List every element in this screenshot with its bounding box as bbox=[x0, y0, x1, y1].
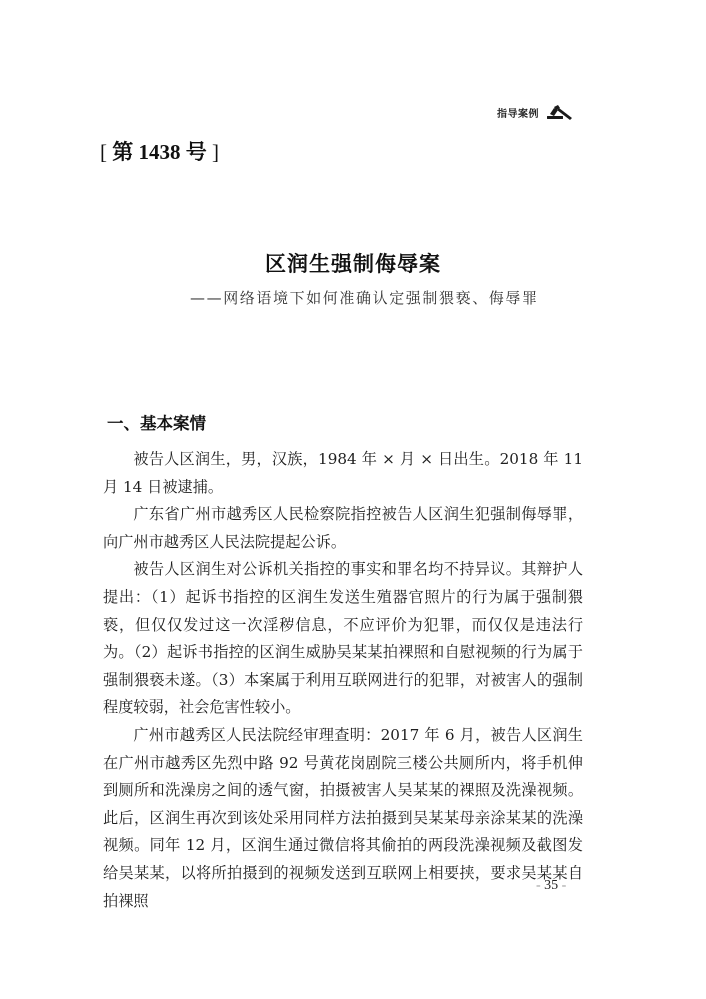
body-text bbox=[103, 446, 583, 915]
case-number bbox=[100, 136, 219, 166]
page-number bbox=[536, 878, 566, 894]
case-number-open-bracket: [ bbox=[100, 140, 107, 164]
running-head bbox=[497, 104, 575, 120]
page-number-dash-left: - bbox=[536, 878, 541, 893]
page-number-dash-right: - bbox=[561, 878, 567, 893]
gavel-icon bbox=[545, 104, 575, 120]
running-head-text: 指导案例 bbox=[497, 108, 539, 120]
case-title: 区润生强制侮辱案 bbox=[265, 251, 441, 276]
paragraph: 被告人区润生，男，汉族，1984 年 × 月 × 日出生。2018 年 11 月 14 日被逮捕。 bbox=[103, 450, 583, 496]
section-heading: 一、基本案情 bbox=[107, 414, 206, 433]
paragraph: 广州市越秀区人民法院经审理查明：2017 年 6 月，被告人区润生在广州市越秀区先烈中路 92 号黄花岗剧院三楼公共厕所内，将手机伸到厕所和洗澡房之间的透气窗，拍摄被害人吴某某的裸照及洗澡视频。此后，区润生再次到该处采用同样方法拍摄到吴某某母亲涂某某的洗澡视频。同年 12 月，区润生通过微信将其偷拍的两段洗澡视频及截图发给吴某某，以将所拍摄到的视频发送到互联网上相要挟，要求吴某某自拍裸照 bbox=[103, 725, 583, 910]
page-number-value: 35 bbox=[544, 878, 559, 893]
paragraph: 广东省广州市越秀区人民检察院指控被告人区润生犯强制侮辱罪，向广州市越秀区人民法院提起公诉。 bbox=[103, 505, 583, 551]
paragraph: 被告人区润生对公诉机关指控的事实和罪名均不持异议。其辩护人提出：（1）起诉书指控的区润生发送生殖器官照片的行为属于强制猥亵，但仅仅发过这一次淫秽信息，不应评价为犯罪，而仅仅是违法行为。（2）起诉书指控的区润生威胁吴某某拍裸照和自慰视频的行为属于强制猥亵未遂。（3）本案属于利用互联网进行的犯罪，对被害人的强制程度较弱，社会危害性较小。 bbox=[103, 560, 583, 717]
case-number-close-bracket: ] bbox=[212, 140, 219, 164]
case-subtitle: ——网络语境下如何准确认定强制猥亵、侮辱罪 bbox=[190, 289, 539, 307]
case-number-label: 第 1438 号 bbox=[112, 140, 207, 164]
